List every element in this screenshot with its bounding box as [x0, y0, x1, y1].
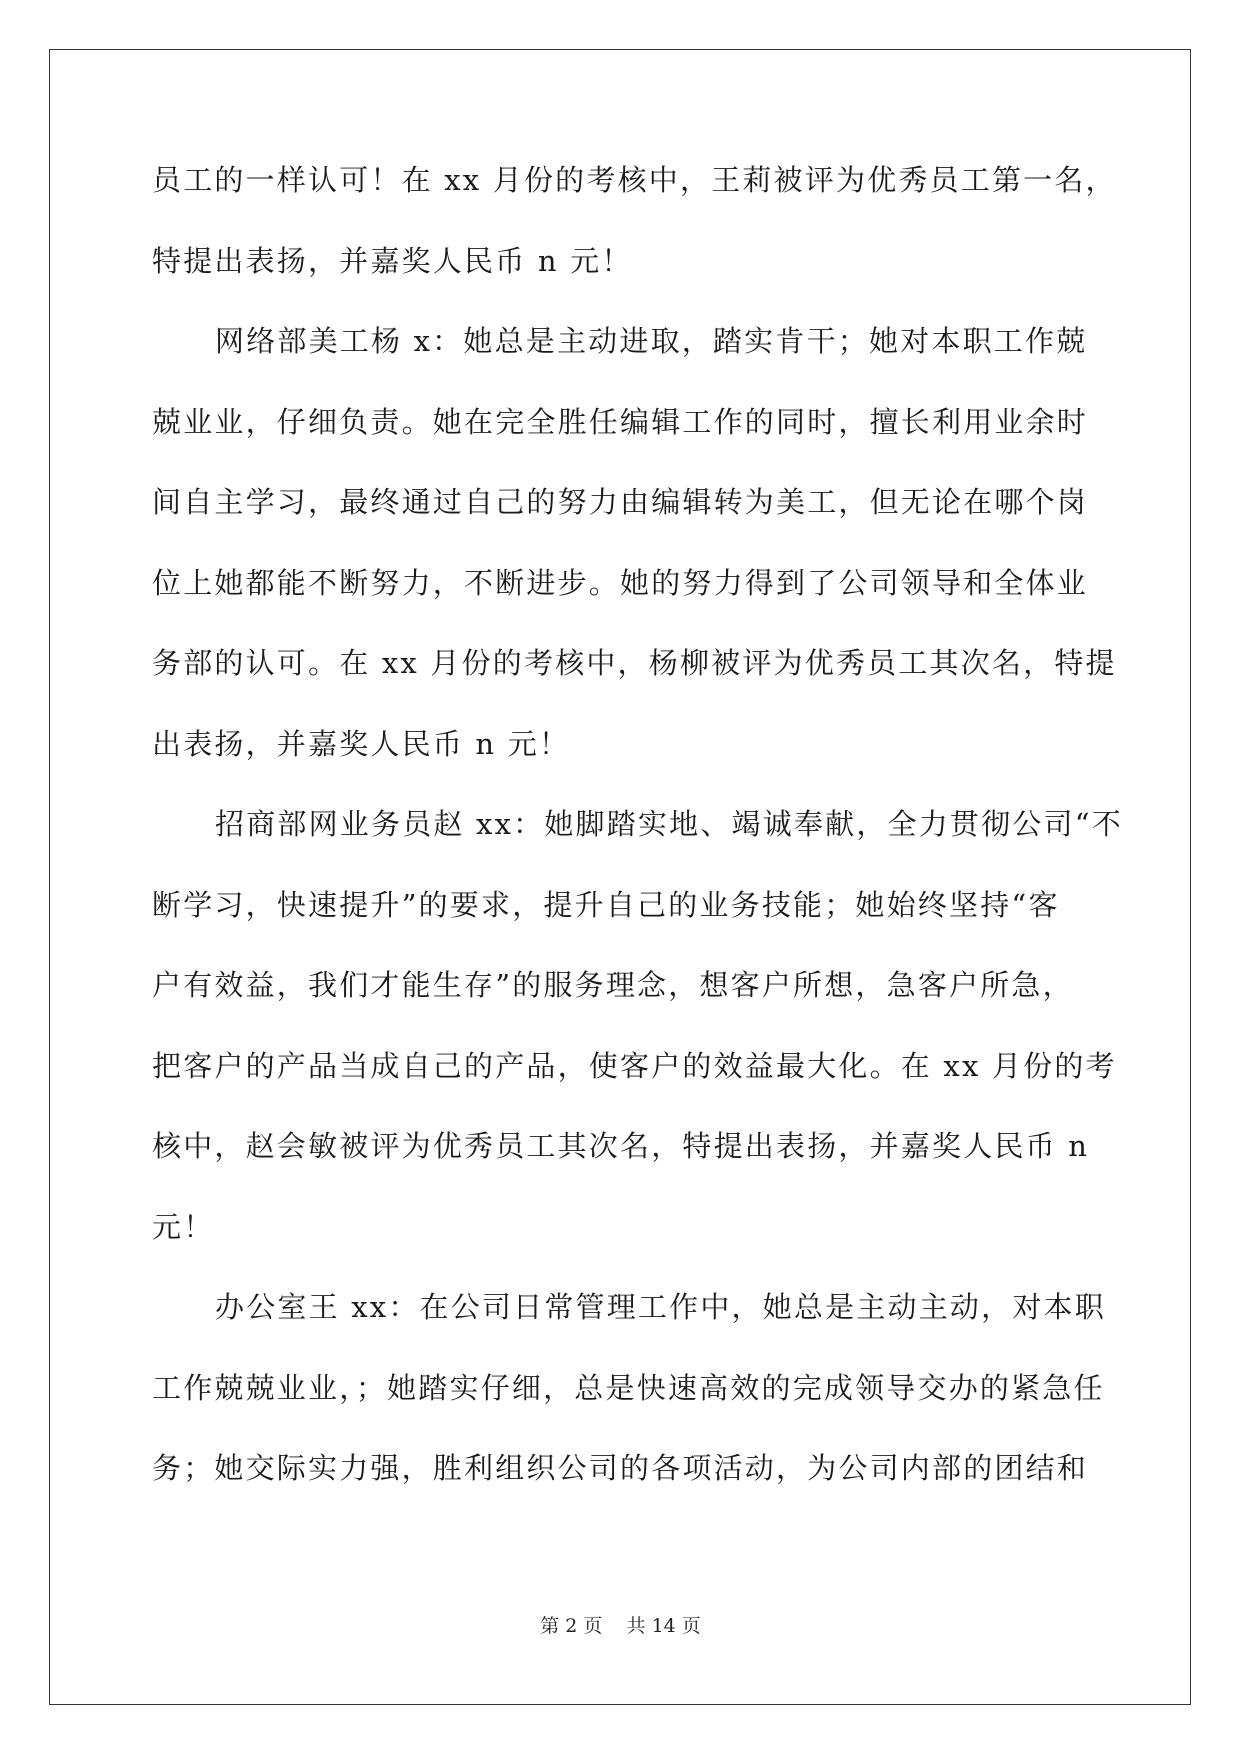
paragraph-line: 断学习，快速提升”的要求，提升自己的业务技能；她始终坚持“客: [152, 887, 1060, 922]
paragraph-line: 核中，赵会敏被评为优秀员工其次名，特提出表扬，并嘉奖人民币 n: [152, 1129, 1090, 1163]
paragraph-line: 位上她都能不断努力，不断进步。她的努力得到了公司领导和全体业: [152, 565, 1089, 600]
paragraph-line: 兢业业，仔细负责。她在完全胜任编辑工作的同时，擅长利用业余时: [152, 404, 1089, 439]
document-body: [152, 155, 1123, 1524]
page-number-footer: 第 2 页 共 14 页: [540, 1615, 701, 1637]
paragraph-line: 办公室王 xx：在公司日常管理工作中，她总是主动主动，对本职: [215, 1290, 1106, 1324]
paragraph-line: 出表扬，并嘉奖人民币 n 元！: [152, 726, 571, 761]
paragraph-line: 招商部网业务员赵 xx：她脚踏实地、竭诚奉献，全力贯彻公司“不: [215, 807, 1123, 841]
paragraph-line: 户有效益，我们才能生存”的服务理念，想客户所想，急客户所急，: [152, 968, 1074, 1002]
paragraph-line: 特提出表扬，并嘉奖人民币 n 元！: [152, 243, 633, 278]
paragraph-line: 间自主学习，最终通过自己的努力由编辑转为美工，但无论在哪个岗: [152, 485, 1089, 519]
paragraph-line: 务部的认可。在 xx 月份的考核中，杨柳被评为优秀员工其次名，特提: [152, 646, 1117, 680]
paragraph-line: 网络部美工杨 x：她总是主动进取，踏实肯干；她对本职工作兢: [215, 324, 1088, 358]
paragraph-line: 员工的一样认可！在 xx 月份的考核中，王莉被评为优秀员工第一名，: [152, 163, 1117, 197]
paragraph-line: 元！: [152, 1209, 215, 1244]
paragraph-line: 把客户的产品当成自己的产品，使客户的效益最大化。在 xx 月份的考: [152, 1048, 1117, 1083]
paragraph-line: 务；她交际实力强，胜利组织公司的各项活动，为公司内部的团结和: [152, 1451, 1089, 1485]
paragraph-line: 工作兢兢业业，；她踏实仔细，总是快速高效的完成领导交办的紧急任: [152, 1370, 1105, 1405]
